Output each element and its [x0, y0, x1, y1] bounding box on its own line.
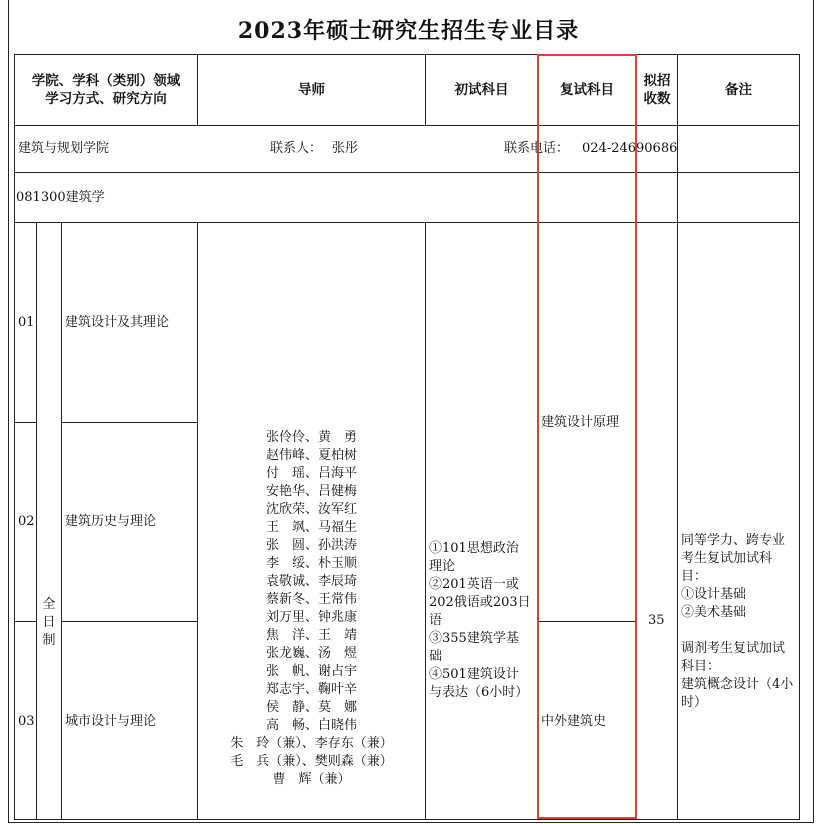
contact-label: 联系人：: [270, 141, 323, 156]
code-divider-2: [14, 621, 37, 622]
retest-upper: 建筑设计原理: [541, 415, 620, 430]
direction-code-03: 03: [18, 714, 35, 729]
first-exam-line: 理论: [429, 559, 456, 574]
advisor-line: 高 畅、白晓伟: [265, 718, 357, 733]
notes-line: 建筑概念设计（4小: [681, 677, 794, 692]
study-mode-label: [42, 596, 56, 650]
header-advisor: 导师: [197, 54, 426, 126]
quota-cell: [636, 222, 678, 820]
notes-line: ②美术基础: [681, 605, 747, 620]
advisor-line: 安艳华、吕健梅: [265, 484, 357, 499]
first-exam-cell: [425, 222, 538, 820]
header-quota-line1: 拟招: [643, 73, 671, 89]
advisor-line: 郑志宇、鞠叶辛: [265, 682, 357, 697]
header-quota-line2: 收数: [643, 91, 671, 107]
contact-name: 张彤: [332, 141, 359, 156]
school-row: [14, 125, 800, 173]
notes-block-b: [681, 640, 799, 712]
direction-code-02: 02: [18, 514, 35, 529]
study-mode-char-1: 全: [42, 597, 56, 612]
phone-number: 024-24690686: [582, 141, 678, 156]
advisor-line: 刘万里、钟兆康: [265, 610, 357, 625]
header-col1-line1: 学院、学科（类别）领域: [31, 73, 181, 89]
notes-line: ①设计基础: [681, 587, 747, 602]
advisor-line: 李 绥、朴玉顺: [265, 556, 357, 571]
direction-name-03: 城市设计与理论: [65, 714, 157, 729]
first-exam-line: 础: [429, 649, 443, 664]
advisor-line: 曹 辉（兼）: [272, 772, 351, 787]
first-exam-line: ③355建筑学基: [429, 631, 519, 646]
header-quota: [636, 54, 678, 126]
first-exam-line: 语: [429, 613, 443, 628]
advisor-line: 侯 静、莫 娜: [265, 700, 357, 715]
direction-name-01: 建筑设计及其理论: [65, 315, 170, 330]
notes-line: 考生复试加试科: [681, 551, 773, 566]
notes-line: 调剂考生复试加试: [681, 641, 786, 656]
major-row: [14, 172, 800, 223]
advisor-line: 沈欣荣、汝军红: [265, 502, 357, 517]
first-exam-line: ④501建筑设计: [429, 667, 519, 682]
study-mode-column: [36, 222, 62, 820]
major-row-divider: [636, 172, 678, 223]
quota-value: 35: [648, 613, 665, 628]
header-col1-line2: 学习方式、研究方向: [45, 91, 167, 107]
advisor-line: 焦 洋、王 靖: [265, 628, 357, 643]
page-title: 2023年硕士研究生招生专业目录: [237, 18, 580, 44]
notes-line: 同等学力、跨专业: [681, 533, 786, 548]
advisor-line: 王 飒、马福生: [265, 520, 357, 535]
first-exam-line: 与表达（6小时）: [429, 685, 529, 700]
advisor-line: 张伶伶、黄 勇: [265, 430, 357, 445]
notes-line: 时）: [681, 695, 708, 710]
direction-code-01: 01: [18, 315, 35, 330]
first-exam-line: ①101思想政治: [429, 541, 519, 556]
notes-block-a: [681, 532, 799, 622]
study-mode-char-3: 制: [42, 633, 56, 648]
header-notes: 备注: [677, 54, 800, 126]
advisor-line: 蔡新冬、王常伟: [265, 592, 357, 607]
first-exam-list: [429, 540, 537, 702]
advisor-line: 张 圆、孙洪涛: [265, 538, 357, 553]
phone-label: 联系电话：: [504, 141, 570, 156]
school-name: 建筑与规划学院: [18, 141, 110, 156]
advisor-list: [198, 429, 425, 789]
advisor-line: 朱 玲（兼）、李存东（兼）: [230, 736, 393, 751]
notes-line: 科目：: [681, 659, 721, 674]
notes-line: 目：: [681, 569, 708, 584]
retest-lower: 中外建筑史: [541, 714, 607, 729]
major-name: 081300建筑学: [16, 190, 105, 205]
direction-name-02: 建筑历史与理论: [65, 514, 157, 529]
first-exam-line: 202俄语或203日: [429, 595, 531, 610]
header-first-exam: 初试科目: [425, 54, 538, 126]
study-mode-char-2: 日: [42, 615, 56, 630]
advisor-line: 张龙巍、汤 煜: [265, 646, 357, 661]
advisor-line: 张 帆、谢占宇: [265, 664, 357, 679]
header-retest: 复试科目: [537, 54, 637, 126]
first-exam-line: ②201英语一或: [429, 577, 519, 592]
advisor-line: 袁敬诚、李辰琦: [265, 574, 357, 589]
code-divider-1: [14, 422, 37, 423]
advisor-line: 赵伟峰、夏柏树: [265, 448, 357, 463]
advisor-line: 付 瑶、吕海平: [265, 466, 357, 481]
advisor-line: 毛 兵（兼）、樊则森（兼）: [230, 754, 393, 769]
header-college-direction: [14, 54, 198, 126]
